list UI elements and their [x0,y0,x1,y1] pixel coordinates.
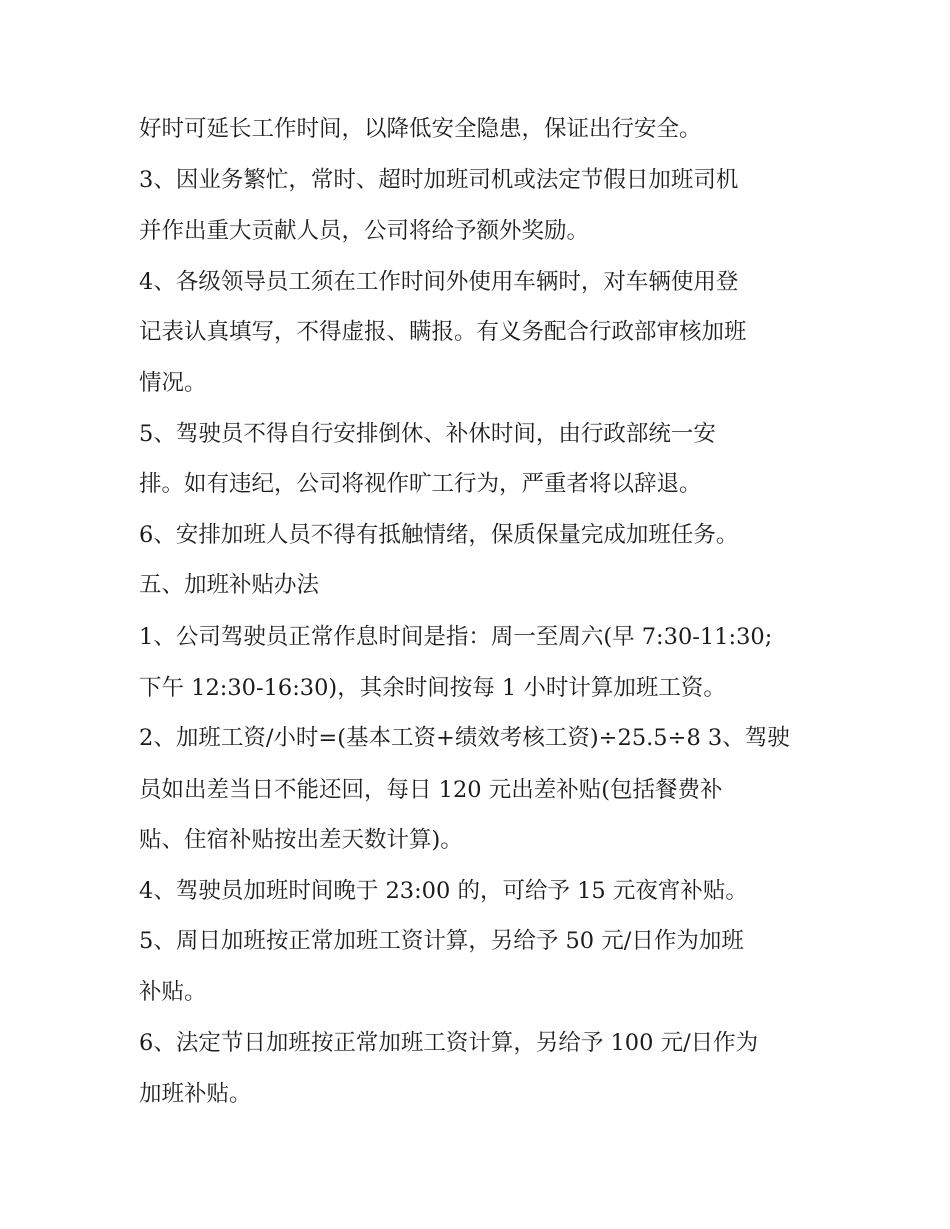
paragraph-line-8: 排。如有违纪，公司将视作旷工行为，严重者将以辞退。 [139,471,702,497]
paragraph-line-9: 6、安排加班人员不得有抵触情绪，保质保量完成加班任务。 [139,522,739,548]
paragraph-line-1: 好时可延长工作时间，以降低安全隐患，保证出行安全。 [139,116,702,142]
paragraph-line-20: 加班补贴。 [139,1081,252,1107]
paragraph-line-15: 贴、住宿补贴按出差天数计算)。 [139,827,463,853]
paragraph-line-17: 5、周日加班按正常加班工资计算，另给予 50 元/日作为加班 [139,928,744,954]
paragraph-line-19: 6、法定节日加班按正常加班工资计算，另给予 100 元/日作为 [139,1030,759,1056]
paragraph-line-12: 下午 12:30-16:30)，其余时间按每 1 小时计算加班工资。 [139,675,726,701]
paragraph-line-2: 3、因业务繁忙，常时、超时加班司机或法定节假日加班司机 [139,167,739,193]
paragraph-line-5: 记表认真填写，不得虚报、瞒报。有义务配合行政部审核加班 [139,319,747,345]
paragraph-line-13: 2、加班工资/小时=(基本工资+绩效考核工资)÷25.5÷8 3、驾驶 [139,725,790,751]
paragraph-line-6: 情况。 [139,370,207,396]
paragraph-line-16: 4、驾驶员加班时间晚于 23:00 的，可给予 15 元夜宵补贴。 [139,878,748,904]
paragraph-line-14: 员如出差当日不能还回，每日 120 元出差补贴(包括餐费补 [139,777,723,803]
paragraph-line-18: 补贴。 [139,979,207,1005]
section-heading: 五、加班补贴办法 [139,572,320,598]
paragraph-line-11: 1、公司驾驶员正常作息时间是指：周一至周六(早 7:30-11:30; [139,624,773,650]
paragraph-line-7: 5、驾驶员不得自行安排倒休、补休时间，由行政部统一安 [139,421,716,447]
paragraph-line-4: 4、各级领导员工须在工作时间外使用车辆时，对车辆使用登 [139,269,739,295]
paragraph-line-3: 并作出重大贡献人员，公司将给予额外奖励。 [139,218,590,244]
